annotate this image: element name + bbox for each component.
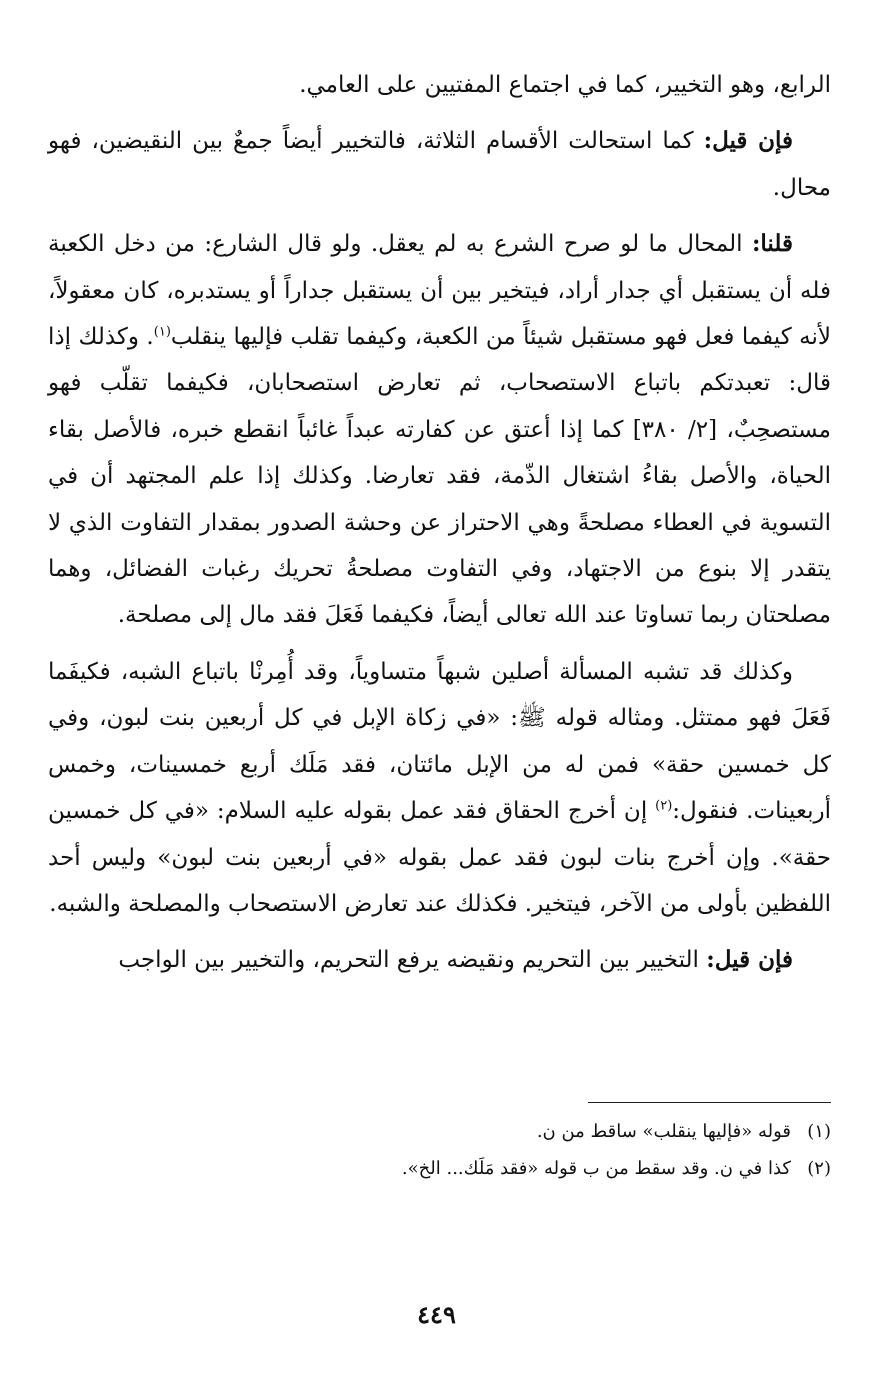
paragraph-5-text: التخيير بين التحريم ونقيضه يرفع التحريم، والتخيير بين الواجب <box>118 947 707 974</box>
paragraph-1 <box>48 62 831 108</box>
paragraph-3-text-a: المحال ما لو صرح الشرع به لم يعقل. ولو قال الشارع: من دخل الكعبة فله أن يستقبل أي جدار أراد، فيتخير بين أن يستقبل جداراً أو يستدبره، كان معقولاً، لأنه كيفما فعل فهو مستقبل شيئاً من الكعبة، وكيفما تقلب فإليها ينقلب <box>48 231 831 351</box>
footnote-1-number: (١) <box>807 1121 831 1142</box>
footnote-ref-2: (٢) <box>655 798 673 814</box>
paragraph-3-text-b: . وكذلك إذا قال: تعبدتكم باتباع الاستصحاب، ثم تعارض استصحابان، فكيفما تقلّب فهو مستصحِبٌ، [٢/ ٣٨٠] كما إذا أعتق عن كفارته عبداً غائباً انقطع خبره، فالأصل بقاء الحياة، والأصل بقاءُ اشتغال الذّمة، فقد تعارضا. وكذلك إذا علم المجتهد أن في التسوية في العطاء مصلحةً وهي الاحتراز عن وحشة الصدور بمقدار التفاوت الذي لا يتقدر إلا بنوع من الاجتهاد، وفي التفاوت مصلحةُ تحريك رغبات الفضائل، وهما مصلحتان ربما تساوتا عند الله تعالى أيضاً، فكيفما فَعَلَ فقد مال إلى مصلحة. <box>48 324 831 629</box>
paragraph-1-text: الرابع، وهو التخيير، كما في اجتماع المفتيين على العامي. <box>299 72 831 98</box>
paragraph-5-lead: فإن قيل: <box>706 946 793 974</box>
paragraph-5 <box>48 937 831 983</box>
footnote-2 <box>48 1150 831 1187</box>
page-body <box>48 62 831 984</box>
paragraph-2 <box>48 118 831 211</box>
footnote-2-text: كذا في ن. وقد سقط من ب قوله «فقد مَلَك... الخ». <box>401 1158 791 1179</box>
paragraph-3-lead: قلنا: <box>751 230 793 258</box>
footnote-ref-1: (١) <box>153 324 171 340</box>
paragraph-4-text-b: إن أخرج الحقاق فقد عمل بقوله عليه السلام: «في كل خمسين حقة». وإن أخرج بنات لبون فقد عمل بقوله «في أربعين بنت لبون» وليس أحد اللفظين بأولى من الآخر، فيتخير. فكذلك عند تعارض الاستصحاب والمصلحة والشبه. <box>48 798 831 917</box>
footnote-1-text: قوله «فإليها ينقلب» ساقط من ن. <box>536 1121 791 1142</box>
page-number: ٤٤٩ <box>417 1300 456 1329</box>
footnote-2-number: (٢) <box>807 1158 831 1179</box>
paragraph-4 <box>48 649 831 927</box>
footnotes <box>48 1102 831 1187</box>
main-text <box>48 62 831 984</box>
paragraph-3 <box>48 221 831 639</box>
footnote-1 <box>48 1113 831 1150</box>
paragraph-4-text-a: وكذلك قد تشبه المسألة أصلين شبهاً متساوياً، وقد أُمِرنْا باتباع الشبه، فكيفَما فَعَلَ فهو ممتثل. ومثاله قوله ﷺ: «في زكاة الإبل في كل أربعين بنت لبون، وفي كل خمسين حقة» فمن له من الإبل مائتان، فقد مَلَك أربع خمسينات، وخمس أربعينات. فنقول: <box>48 658 831 825</box>
footnote-divider <box>588 1102 831 1103</box>
paragraph-2-text: كما استحالت الأقسام الثلاثة، فالتخيير أيضاً جمعٌ بين النقيضين، فهو محال. <box>48 128 831 201</box>
paragraph-2-lead: فإن قيل: <box>703 127 793 155</box>
